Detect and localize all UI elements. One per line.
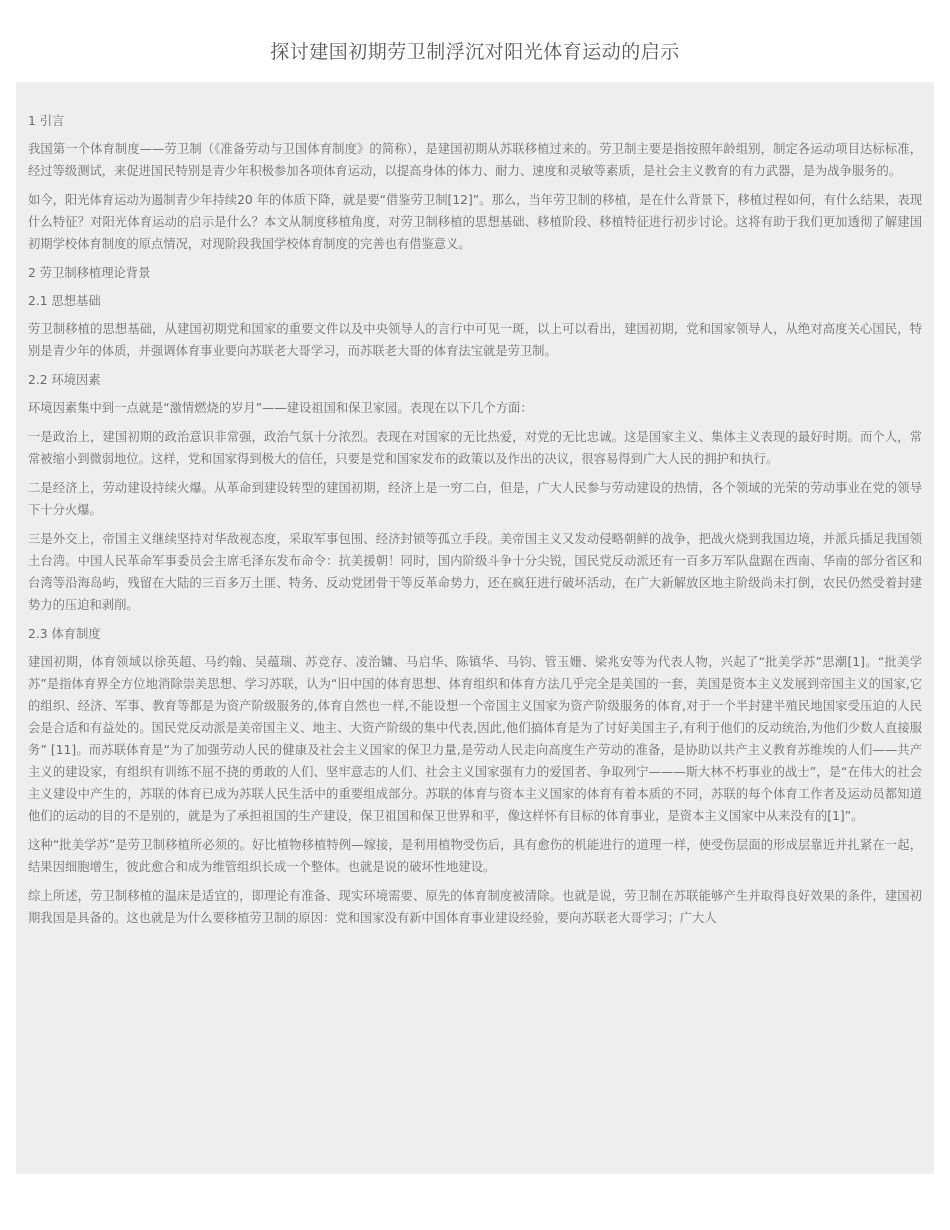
paragraph: 环境因素集中到一点就是“激情燃烧的岁月”——建设祖国和保卫家园。表现在以下几个方面：: [28, 401, 533, 415]
paragraph: 建国初期，体育领域以徐英超、马约翰、吴蕴瑞、苏竞存、凌治镛、马启华、陈镇华、马钧、管玉姗、梁兆安等为代表人物，兴起了“批美学苏”思潮[1]。“批美学苏”是指体育界全方位地消除崇美思想、学习苏联，认为“旧中国的体育思想、体育组织和体育方法几乎完全是美国的一套，美国是资本主义发展到帝国主义的国家,它的组织、经济、军事、教育等都是为资产阶级服务的,体育自然也一样,不能设想一个帝国主义国家为资产阶级服务的体育,对于一个半封建半殖民地国家受压迫的人民会是合适和有益处的。国民党反动派是美帝国主义、地主、大资产阶级的集中代表,因此,他们搞体育是为了讨好美国主子,有利于他们的反动统治,为他们少数人直接服务” [11]。而苏联体育是“为了加强劳动人民的健康及社会主义国家的保卫力量,是劳动人民走向高度生产劳动的准备，是协助以共产主义教育苏维埃的人们——共产主义的建设家，有组织有训练不屈不挠的勇敢的人们、坚牢意志的人们、社会主义国家强有力的爱国者、争取列宁———斯大林不朽事业的战士”，是“在伟大的社会主义建设中产生的，苏联的体育已成为苏联人民生活中的重要组成部分。苏联的体育与资本主义国家的体育有着本质的不同，苏联的每个体育工作者及运动员都知道他们的运动的目的不是别的，就是为了承担祖国的生产建设，保卫祖国和保卫世界和平，像这样怀有目标的体育事业，是资本主义国家中从来没有的[1]”。: [28, 655, 922, 823]
paragraph: 我国第一个体育制度——劳卫制（《准备劳动与卫国体育制度》的简称），是建国初期从苏联移植过来的。劳卫制主要是指按照年龄组别，制定各运动项目达标标准，经过等级测试，来促进国民特别是青少年积极参加各项体育运动，以提高身体的体力、耐力、速度和灵敏等素质，是社会主义教育的有力武器，是为战争服务的。: [28, 142, 922, 178]
subsection-heading-ideology: 2.1 思想基础: [28, 294, 101, 308]
section-heading-intro: 1 引言: [28, 114, 65, 128]
paragraph: 一是政治上，建国初期的政治意识非常强，政治气氛十分浓烈。表现在对国家的无比热爱，对党的无比忠诚。这是国家主义、集体主义表现的最好时期。而个人，常常被缩小到微弱地位。这样，党和国家得到极大的信任，只要是党和国家发布的政策以及作出的决议，很容易得到广大人民的拥护和执行。: [28, 430, 922, 466]
page-title: 探讨建国初期劳卫制浮沉对阳光体育运动的启示: [270, 41, 680, 63]
section-heading-background: 2 劳卫制移植理论背景: [28, 266, 151, 280]
paragraph: 三是外交上，帝国主义继续坚持对华敌视态度，采取军事包围、经济封锁等孤立手段。美帝国主义又发动侵略朝鲜的战争，把战火烧到我国边境，并派兵插足我国领土台湾。中国人民革命军事委员会主席毛泽东发布命令：抗美援朝！同时，国内阶级斗争十分尖锐，国民党反动派还有一百多万军队盘踞在西南、华南的部分省区和台湾等沿海岛屿，残留在大陆的三百多万土匪、特务、反动党团骨干等反革命势力，还在疯狂进行破坏活动，在广大新解放区地主阶级尚未打倒，农民仍然受着封建势力的压迫和剥削。: [28, 532, 922, 612]
subsection-heading-environment: 2.2 环境因素: [28, 373, 101, 387]
paragraph: 二是经济上，劳动建设持续火爆。从革命到建设转型的建国初期，经济上是一穷二白，但是，广大人民参与劳动建设的热情，各个领域的光荣的劳动事业在党的领导下十分火爆。: [28, 481, 922, 517]
paragraph: 如今，阳光体育运动为遏制青少年持续20 年的体质下降，就是要“借鉴劳卫制[12]”。那么，当年劳卫制的移植，是在什么背景下，移植过程如何，有什么结果，表现什么特征？对阳光体育运动的启示是什么？本文从制度移植角度，对劳卫制移植的思想基础、移植阶段、移植特征进行初步讨论。这将有助于我们更加透彻了解建国初期学校体育制度的原点情况，对现阶段我国学校体育制度的完善也有借鉴意义。: [28, 193, 922, 251]
paragraph: 这种“批美学苏”是劳卫制移植所必须的。好比植物移植特例—嫁接，是利用植物受伤后，具有愈伤的机能进行的道理一样，使受伤层面的形成层靠近并扎紧在一起，结果因细胞增生，彼此愈合和成为维管组织长成一个整体。也就是说的破坏性地建设。: [28, 838, 922, 874]
article-body: [16, 82, 934, 1174]
subsection-heading-sports-system: 2.3 体育制度: [28, 627, 101, 641]
paragraph: 劳卫制移植的思想基础，从建国初期党和国家的重要文件以及中央领导人的言行中可见一斑，以上可以看出，建国初期，党和国家领导人，从绝对高度关心国民，特别是青少年的体质，并强调体育事业要向苏联老大哥学习，而苏联老大哥的体育法宝就是劳卫制。: [28, 322, 922, 358]
paragraph: 综上所述，劳卫制移植的温床是适宜的，即理论有准备、现实环境需要、原先的体育制度被清除。也就是说，劳卫制在苏联能够产生并取得良好效果的条件，建国初期我国是具备的。这也就是为什么要移植劳卫制的原因：党和国家没有新中国体育事业建设经验，要向苏联老大哥学习；广大人: [28, 889, 922, 925]
